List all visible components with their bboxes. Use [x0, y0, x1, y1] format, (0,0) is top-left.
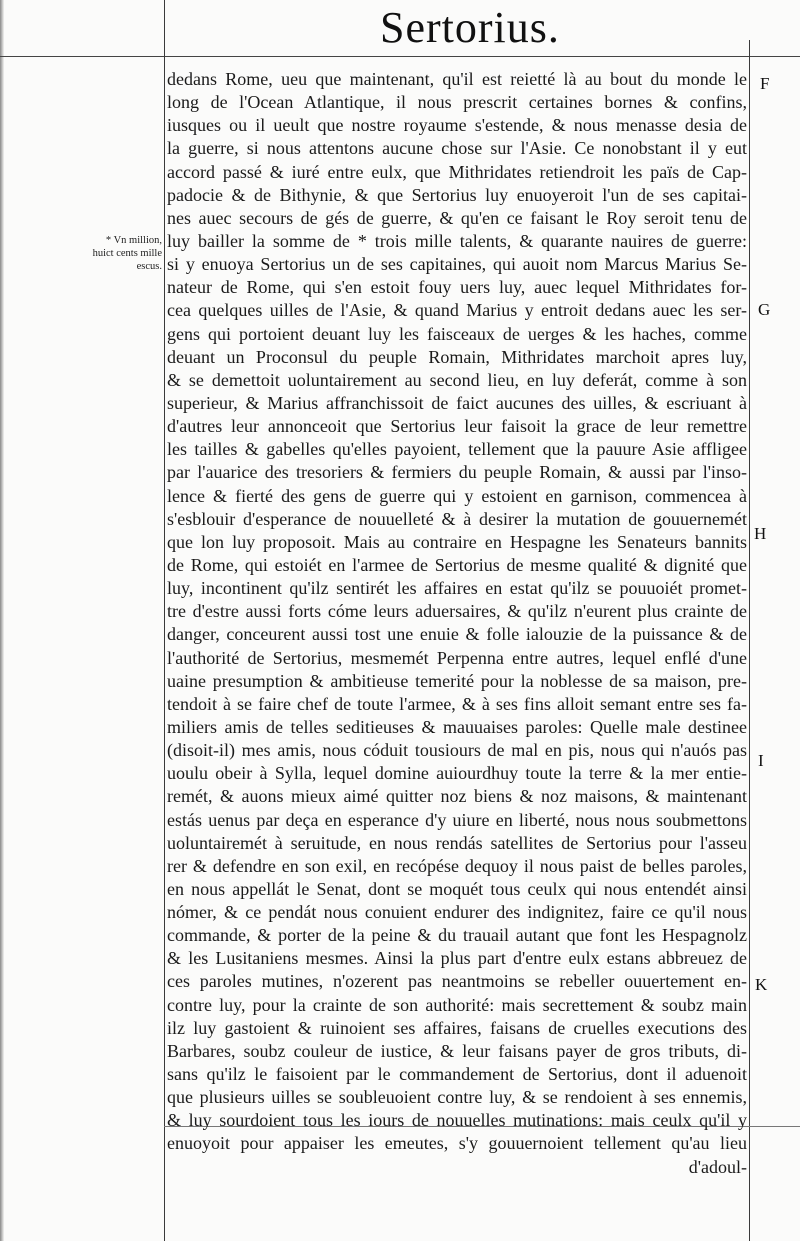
text-line: luy, incontinent qu'ilz sentirét les affaires en estat qu'ilz se pouuoiét promet-	[167, 578, 747, 599]
text-line: si y enuoya Sertorius un de ses capitaines, qui auoit nom Marcus Marius Se-	[167, 254, 747, 275]
section-marker-i: I	[758, 751, 764, 770]
section-marker-g: G	[758, 300, 771, 319]
text-line: danger, conceurent aussi tost une enuie & folle ialouzie de la puissance & de	[167, 624, 747, 645]
text-line: rer & defendre en son exil, en recópése dequoy il nous paist de belles paroles,	[167, 855, 747, 876]
text-line: la guerre, si nous attentons aucune chose sur l'Asie. Ce nonobstant il y eut	[167, 138, 747, 159]
text-line: en nous appellát le Senat, dont se moquét tous ceulx qui nous entendét ainsi	[167, 878, 747, 899]
header-rule	[0, 56, 800, 57]
text-line: remét, & auons mieux aimé quitter noz biens & noz maisons, & maintenant	[167, 786, 747, 807]
right-margin-rule	[749, 40, 750, 1241]
text-line: ilz luy gastoient & ruinoient ses affaires, faisans de cruelles executions des	[167, 1017, 747, 1038]
text-line: superieur, & Marius affranchissoit de faict aucunes des uilles, & escriuant à	[167, 392, 747, 413]
text-line: long de l'Ocean Atlantique, il nous prescrit certaines bornes & confins,	[167, 92, 747, 113]
text-line: accord passé & iuré entre eulx, que Mithridates retiendroit les païs de Cap-	[167, 161, 747, 182]
text-line: sans qu'ilz le faisoient par le commandement de Sertorius, dont il aduenoit	[167, 1064, 747, 1085]
text-line: & luy sourdoient tous les iours de nouuelles mutinations: mais ceulx qu'il y	[167, 1110, 747, 1131]
text-line: nes auec secours de gés de guerre, & qu'en ce faisant le Roy seroit tenu de	[167, 207, 747, 228]
text-line: commande, & porter de la peine & du trauail autant que font les Hespagnolz	[167, 925, 747, 946]
text-line: l'authorité de Sertorius, mesmemét Perpenna entre autres, lequel enflé d'une	[167, 647, 747, 668]
margin-note-line: huict cents mille	[92, 248, 162, 259]
text-line: que lon luy proposoit. Mais au contraire en Hespagne les Senateurs bannits	[167, 531, 747, 552]
text-line: cea quelques uilles de l'Asie, & quand Marius y entroit dedans auec les ser-	[167, 300, 747, 321]
page-spine-shadow	[0, 0, 4, 1241]
text-line: par l'auarice des tresoriers & fermiers du peuple Romain, & aussi par l'inso-	[167, 462, 747, 483]
text-line: enuoyoit pour appaiser les emeutes, s'y gouuernoient tellement qu'au lieu	[167, 1133, 747, 1154]
text-line: dedans Rome, ueu que maintenant, qu'il est reietté là au bout du monde le	[167, 69, 747, 89]
text-line: d'adoul-	[688, 1156, 747, 1177]
text-line: les tailles & gabelles qu'elles payoient, tellement que la pauure Asie affligee	[167, 439, 747, 460]
section-marker-h: H	[754, 524, 767, 543]
text-line: uoulu obeir à Sylla, lequel domine auiourdhuy toute la terre & la mer entie-	[167, 763, 747, 784]
text-line: nómer, & ce pendát nous conuient endurer des indignitez, faire ce qu'il nous	[167, 902, 747, 923]
left-margin-rule	[164, 0, 165, 1241]
text-line: ces paroles mutines, n'ozerent pas neantmoins se rebeller ouuertement en-	[167, 971, 747, 992]
section-marker-k: K	[755, 975, 768, 994]
text-line: tre d'estre aussi forts cóme leurs aduersaires, & qu'ilz n'eurent plus crainte de	[167, 601, 747, 622]
text-line: uaine presumption & ambitieuse temerité pour la noblesse de sa maison, pre-	[167, 670, 747, 691]
body-text	[167, 68, 747, 1179]
running-head-title: Sertorius.	[380, 3, 560, 52]
text-line: padocie & de Bithynie, & que Sertorius luy enuoyeroit l'un de ses capitai-	[167, 184, 747, 205]
text-line: iusques ou il ueult que nostre royaume s'estende, & nous menasse desia de	[167, 115, 747, 136]
text-line: d'autres leur annonceoit que Sertorius leur faisoit la grace de leur remettre	[167, 416, 747, 437]
text-line: uoluntairemét à seruitude, en nous rendás satellites de Sertorius pour l'asseu	[167, 832, 747, 853]
text-line: lence & fierté des gens de guerre qui y estoient en garnison, commencea à	[167, 485, 747, 506]
text-line: nateur de Rome, qui s'en estoit fouy uers luy, auec lequel Mithridates for-	[167, 277, 747, 298]
text-line: gens qui portoient deuant luy les faisceaux de uerges & les haches, comme	[167, 323, 747, 344]
text-line: deuant un Proconsul du peuple Romain, Mithridates marchoit apres luy,	[167, 346, 747, 367]
text-line: de Rome, qui estoiét en l'armee de Sertorius de mesme qualité & dignité que	[167, 554, 747, 575]
text-line: contre luy, pour la crainte de son authorité: mais secrettement & soubz main	[167, 994, 747, 1015]
text-line: estás uenus par deça en esperance d'y uiure en liberté, nous nous soubmettons	[167, 809, 747, 830]
text-line: Barbares, soubz couleur de iustice, & leur faisans payer de gros tributs, di-	[167, 1040, 747, 1061]
margin-note-line: escus.	[136, 261, 162, 272]
text-line: s'esblouir d'esperance de nouuelleté & à desirer la mutation de gouuernemét	[167, 508, 747, 529]
text-line: luy bailler la somme de * trois mille talents, & quarante nauires de guerre:	[167, 230, 747, 251]
margin-note	[84, 234, 162, 273]
text-line: & se demettoit uoluntairement au second lieu, en luy deferát, comme à son	[167, 369, 747, 390]
text-line: miliers amis de telles seditieuses & mauuaises paroles: Quelle male destinee	[167, 716, 747, 737]
text-line: & les Lusitaniens mesmes. Ainsi la plus part d'entre eulx estans abbreuez de	[167, 948, 747, 969]
margin-note-line: * Vn million,	[105, 235, 162, 246]
text-line: que plusieurs uilles se soubleuoient contre luy, & se rendoient à ses ennemis,	[167, 1087, 747, 1108]
text-line: (disoit-il) mes amis, nous códuit tousiours de mal en pis, nous qui n'auós pas	[167, 740, 747, 761]
text-line: tendoit à se faire chef de toute l'armee, & à ses fins alloit semant entre ses fa-	[167, 693, 747, 714]
section-marker-f: F	[760, 74, 770, 93]
